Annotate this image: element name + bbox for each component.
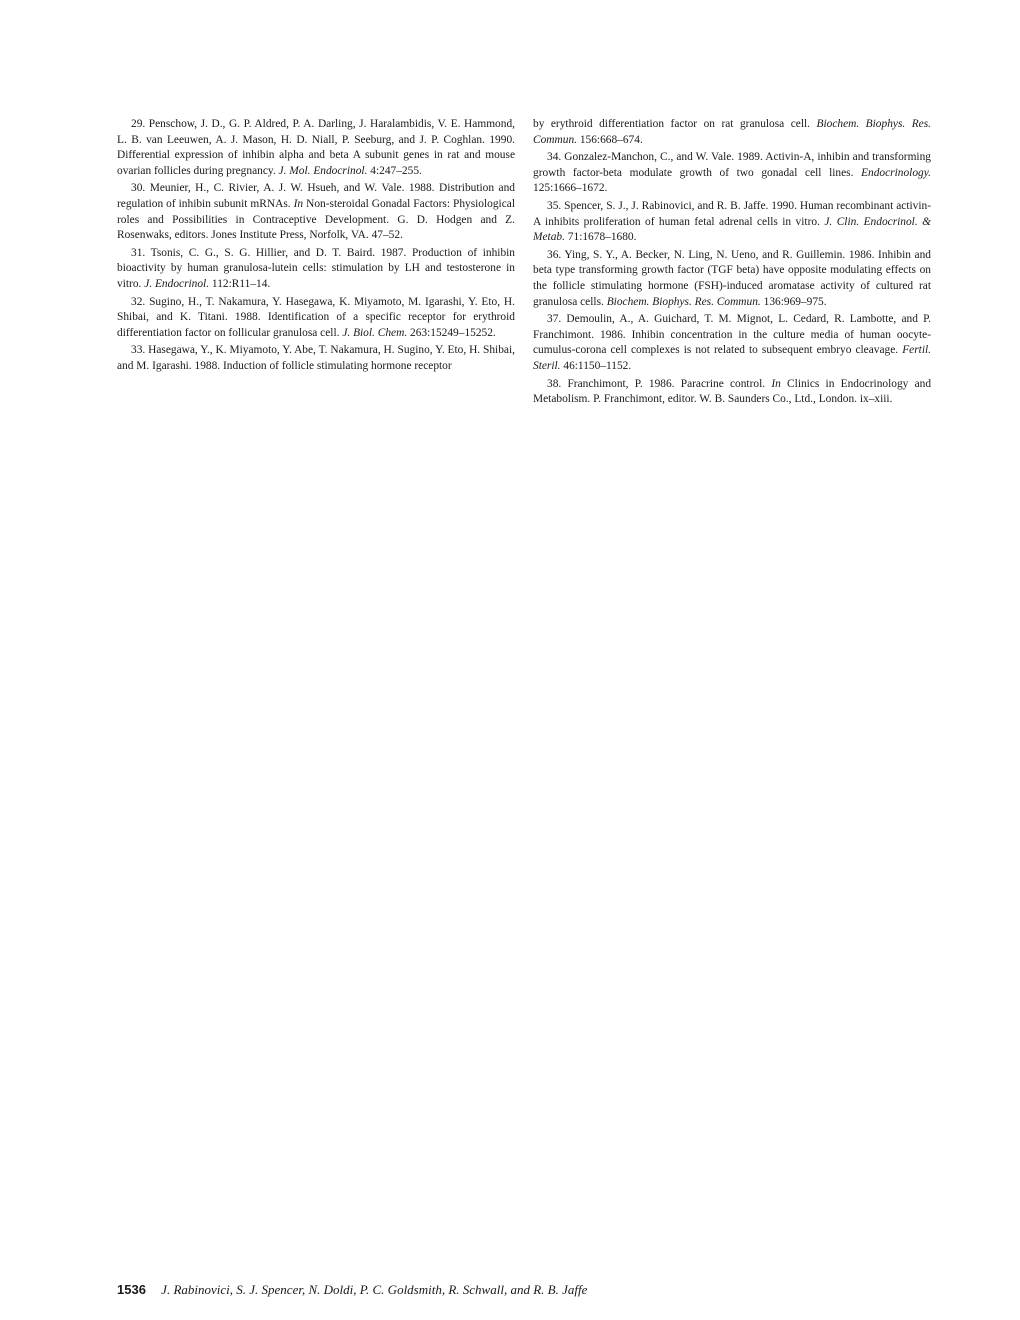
- reference-text: 34. Gonzalez-Manchon, C., and W. Vale. 1989. Activin-A, inhibin and transforming growth factor-beta modulate growth of two gonadal cell lines.: [533, 151, 931, 179]
- reference-text: 33. Hasegawa, Y., K. Miyamoto, Y. Abe, T. Nakamura, H. Sugino, Y. Eto, H. Shibai, and M. Igarashi. 1988. Induction of follicle stimulating hormone receptor: [117, 344, 515, 372]
- reference-italic: J. Endocrinol.: [144, 277, 210, 290]
- reference-citation: Clinics in Endocrinology and Metabolism. P. Franchimont, editor. W. B. Saunders Co., Ltd., London. ix–xiii.: [533, 377, 932, 406]
- reference-column-left: [117, 117, 515, 377]
- ref-32: [117, 295, 515, 342]
- reference-citation: 156:668–674.: [576, 133, 643, 146]
- reference-citation: 112:R11–14.: [209, 277, 271, 290]
- ref-38: [533, 377, 931, 408]
- reference-citation: 71:1678–1680.: [564, 231, 637, 244]
- reference-text: 37. Demoulin, A., A. Guichard, T. M. Mignot, L. Cedard, R. Lambotte, and P. Franchimont. 1986. Inhibin concentration in the culture media of human oocyte-cumulus-corona cell complexes is not related to subsequent embryo cleavage.: [533, 313, 931, 357]
- reference-text: 35. Spencer, S. J., J. Rabinovici, and R. B. Jaffe. 1990. Human recombinant activin-A inhibits proliferation of human fetal adrenal cells in vitro.: [533, 199, 931, 228]
- reference-text: 30. Meunier, H., C. Rivier, A. J. W. Hsueh, and W. Vale. 1988. Distribution and regulation of inhibin subunit mRNAs.: [117, 182, 515, 210]
- reference-citation: 263:15249–15252.: [407, 326, 496, 339]
- ref-33-cont: [533, 117, 931, 148]
- page-number: 1536: [117, 1282, 146, 1297]
- running-author-line: J. Rabinovici, S. J. Spencer, N. Doldi, P. C. Goldsmith, R. Schwall, and R. B. Jaffe: [161, 1282, 588, 1297]
- ref-36: [533, 248, 931, 310]
- ref-29: [117, 117, 515, 179]
- ref-34: [533, 150, 931, 197]
- reference-italic: J. Mol. Endocrinol.: [278, 164, 368, 177]
- reference-citation: 4:247–255.: [367, 164, 422, 177]
- reference-italic: Biochem. Biophys. Res. Commun.: [533, 118, 932, 146]
- ref-35: [533, 199, 931, 246]
- reference-citation: 125:1666–1672.: [533, 182, 608, 195]
- reference-italic: In: [293, 197, 304, 210]
- reference-citation: 46:1150–1152.: [560, 359, 632, 372]
- reference-italic: J. Clin. Endocrinol. & Metab.: [533, 215, 931, 244]
- reference-italic: Endocrinology.: [861, 166, 931, 179]
- ref-37: [533, 312, 931, 374]
- reference-column-right: [533, 117, 931, 410]
- reference-text: 36. Ying, S. Y., A. Becker, N. Ling, N. Ueno, and R. Guillemin. 1986. Inhibin and beta type transforming growth factor (TGF beta) have opposite modulating effects on the follicle stimulating hormone (FSH)-induced aromatase activity of cultured rat granulosa cells.: [533, 248, 931, 308]
- reference-citation: Non-steroidal Gonadal Factors: Physiological roles and Possibilities in Contraceptive Development. G. D. Hodgen and Z. Rosenwaks, editors. Jones Institute Press, Norfolk, VA. 47–52.: [117, 197, 516, 242]
- page-footer: [117, 1282, 917, 1298]
- ref-30: [117, 181, 515, 243]
- reference-text: 38. Franchimont, P. 1986. Paracrine control.: [547, 377, 772, 390]
- ref-31: [117, 246, 515, 293]
- reference-text: 31. Tsonis, C. G., S. G. Hillier, and D. T. Baird. 1987. Production of inhibin bioactivity by human granulosa-lutein cells: stimulation by LH and testosterone in vitro.: [117, 246, 515, 290]
- reference-text: 29. Penschow, J. D., G. P. Aldred, P. A. Darling, J. Haralambidis, V. E. Hammond, L. B. van Leeuwen, A. J. Mason, H. D. Niall, P. Seeburg, and J. P. Coghlan. 1990. Differential expression of inhibin alpha and beta A subunit genes in rat and mouse ovarian follicles during pregnancy.: [117, 118, 515, 177]
- ref-33: [117, 343, 515, 374]
- reference-citation: 136:969–975.: [760, 295, 827, 308]
- reference-italic: In: [771, 377, 781, 390]
- reference-italic: J. Biol. Chem.: [342, 326, 408, 339]
- reference-text: by erythroid differentiation factor on rat granulosa cell.: [533, 118, 817, 130]
- reference-italic: Fertil. Steril.: [533, 344, 931, 372]
- reference-text: 32. Sugino, H., T. Nakamura, Y. Hasegawa, K. Miyamoto, M. Igarashi, Y. Eto, H. Shibai, and K. Titani. 1988. Identification of a specific receptor for erythroid differentiation factor on follicular granulosa cell.: [117, 295, 515, 339]
- reference-italic: Biochem. Biophys. Res. Commun.: [606, 295, 761, 308]
